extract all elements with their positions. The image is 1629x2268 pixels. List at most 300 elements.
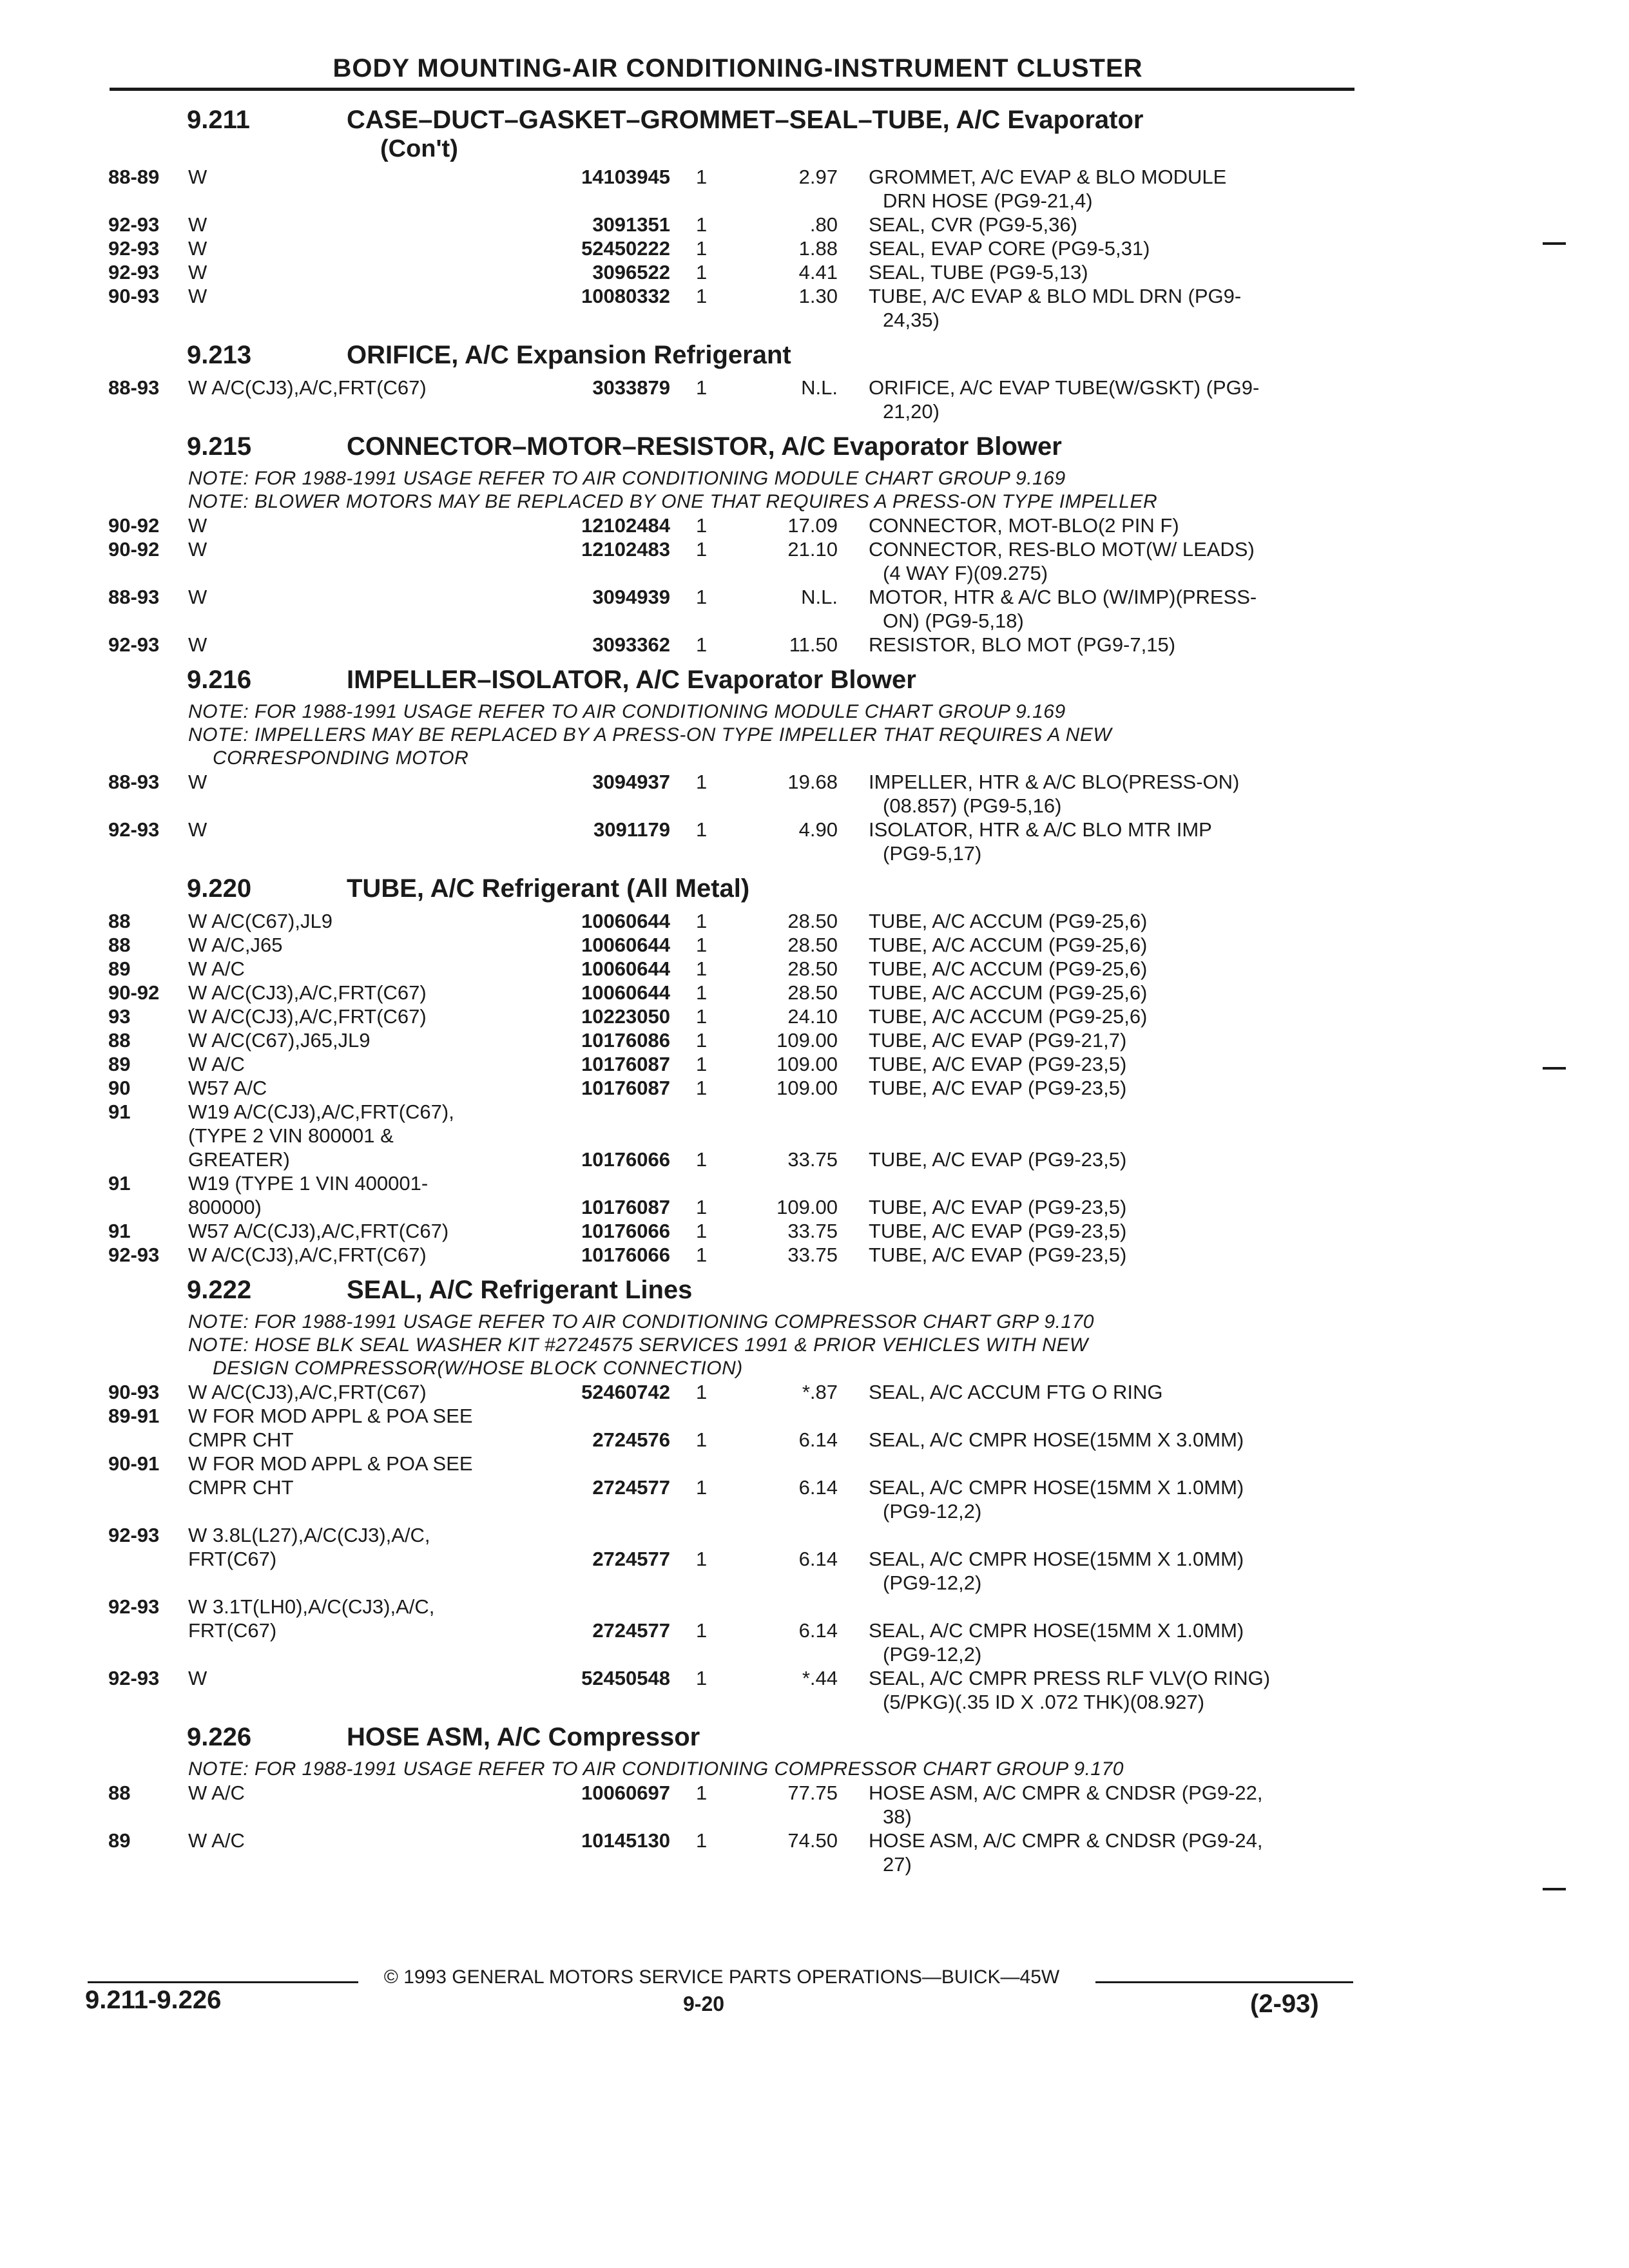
description-line: (PG9-12,2) — [883, 1571, 982, 1594]
section-heading — [0, 337, 1629, 376]
description-line: TUBE, A/C EVAP (PG9-23,5) — [869, 1053, 1127, 1075]
description-line: TUBE, A/C EVAP (PG9-23,5) — [869, 1244, 1127, 1266]
part-row — [0, 770, 1629, 818]
margin-tick-mark — [1543, 1888, 1566, 1890]
model-years: 90-92 — [108, 514, 160, 537]
usage-line: W A/C(CJ3),A/C,FRT(C67) — [188, 981, 427, 1004]
section-note: NOTE: FOR 1988-1991 USAGE REFER TO AIR CONDITIONING MODULE CHART GROUP 9.169 — [188, 468, 1066, 489]
description-line: (5/PKG)(.35 ID X .072 THK)(08.927) — [883, 1691, 1205, 1713]
part-number: 10223050 — [581, 1005, 670, 1028]
part-row — [0, 1004, 1629, 1028]
section-title: SEAL, A/C Refrigerant Lines — [347, 1276, 693, 1304]
usage-line: W A/C — [188, 957, 245, 980]
section-title: ORIFICE, A/C Expansion Refrigerant — [347, 341, 791, 369]
part-description — [869, 537, 1342, 585]
quantity: 1 — [696, 514, 708, 537]
usage-code — [188, 1052, 530, 1076]
model-years: 92-93 — [108, 1595, 160, 1618]
description-line: TUBE, A/C ACCUM (PG9-25,6) — [869, 957, 1148, 980]
catalog-section — [0, 1719, 1629, 1876]
list-price: 1.30 — [798, 285, 838, 307]
model-years: 88 — [108, 910, 131, 932]
part-description — [869, 933, 1342, 957]
part-number: 12102484 — [581, 514, 670, 537]
quantity: 1 — [696, 1667, 708, 1689]
sections-container — [0, 102, 1629, 1881]
quantity: 1 — [696, 1428, 708, 1451]
part-description — [869, 981, 1342, 1004]
description-line: CONNECTOR, MOT-BLO(2 PIN F) — [869, 514, 1179, 537]
part-number: 3096522 — [592, 261, 670, 284]
quantity: 1 — [696, 1196, 708, 1218]
part-description — [869, 818, 1342, 865]
part-description — [869, 1052, 1342, 1076]
quantity: 1 — [696, 376, 708, 399]
description-line: TUBE, A/C ACCUM (PG9-25,6) — [869, 981, 1148, 1004]
usage-code — [188, 1666, 530, 1690]
usage-code — [188, 1219, 530, 1243]
list-price: 109.00 — [776, 1196, 838, 1218]
list-price: 21.10 — [787, 538, 838, 561]
description-line: SEAL, A/C CMPR HOSE(15MM X 1.0MM) — [869, 1619, 1244, 1642]
description-line: TUBE, A/C EVAP & BLO MDL DRN (PG9- — [869, 285, 1242, 307]
description-line: RESISTOR, BLO MOT (PG9-7,15) — [869, 633, 1176, 656]
list-price: 74.50 — [787, 1829, 838, 1852]
part-number: 10060697 — [581, 1782, 670, 1804]
footer-rule-left — [88, 1981, 358, 1983]
catalog-section — [0, 662, 1629, 865]
list-price: 6.14 — [798, 1619, 838, 1642]
usage-line: W A/C(CJ3),A/C,FRT(C67) — [188, 1244, 427, 1266]
description-line: CONNECTOR, RES-BLO MOT(W/ LEADS) — [869, 538, 1255, 561]
usage-line: W — [188, 771, 207, 793]
quantity: 1 — [696, 934, 708, 956]
catalog-section — [0, 1272, 1629, 1714]
part-description — [869, 1380, 1342, 1404]
part-row — [0, 818, 1629, 865]
part-description — [869, 909, 1342, 933]
section-number: 9.226 — [187, 1723, 252, 1751]
model-years: 88-93 — [108, 771, 160, 793]
quantity: 1 — [696, 1782, 708, 1804]
part-description — [869, 1619, 1342, 1666]
part-number: 3094939 — [592, 586, 670, 608]
usage-line: W — [188, 538, 207, 561]
usage-line: W — [188, 818, 207, 841]
usage-code — [188, 165, 530, 189]
usage-line: GREATER) — [188, 1148, 290, 1171]
list-price: *.44 — [802, 1667, 838, 1689]
model-years: 88 — [108, 1782, 131, 1804]
part-number: 10080332 — [581, 285, 670, 307]
description-line: 27) — [883, 1853, 912, 1876]
model-years: 90-92 — [108, 538, 160, 561]
part-description — [869, 1148, 1342, 1171]
part-row — [0, 165, 1629, 213]
part-description — [869, 165, 1342, 213]
description-line: TUBE, A/C ACCUM (PG9-25,6) — [869, 934, 1148, 956]
part-row — [0, 933, 1629, 957]
part-number: 10176087 — [581, 1196, 670, 1218]
list-price: 33.75 — [787, 1148, 838, 1171]
list-price: 109.00 — [776, 1077, 838, 1099]
part-description — [869, 236, 1342, 260]
section-number: 9.220 — [187, 874, 252, 903]
description-line: SEAL, A/C CMPR HOSE(15MM X 1.0MM) — [869, 1476, 1244, 1499]
quantity: 1 — [696, 1005, 708, 1028]
list-price: 2.97 — [798, 166, 838, 188]
usage-line: W57 A/C — [188, 1077, 267, 1099]
catalog-section — [0, 870, 1629, 1267]
quantity: 1 — [696, 633, 708, 656]
description-line: TUBE, A/C EVAP (PG9-23,5) — [869, 1148, 1127, 1171]
list-price: 6.14 — [798, 1548, 838, 1570]
footer-group-range: 9.211-9.226 — [85, 1986, 222, 2014]
description-line: (PG9-5,17) — [883, 842, 982, 865]
part-row — [0, 236, 1629, 260]
quantity: 1 — [696, 166, 708, 188]
list-price: N.L. — [801, 376, 838, 399]
part-number: 52460742 — [581, 1381, 670, 1403]
part-row — [0, 1171, 1629, 1219]
footer-copyright: © 1993 GENERAL MOTORS SERVICE PARTS OPERATIONS—BUICK—45W — [383, 1966, 1060, 1988]
quantity: 1 — [696, 981, 708, 1004]
usage-line: W A/C(CJ3),A/C,FRT(C67) — [188, 1381, 427, 1403]
part-description — [869, 633, 1342, 657]
usage-code — [188, 1452, 530, 1499]
description-line: (PG9-12,2) — [883, 1500, 982, 1523]
part-number: 3033879 — [592, 376, 670, 399]
section-note: NOTE: FOR 1988-1991 USAGE REFER TO AIR CONDITIONING COMPRESSOR CHART GRP 9.170 — [188, 1311, 1094, 1332]
usage-line: W19 A/C(CJ3),A/C,FRT(C67), — [188, 1100, 454, 1123]
list-price: 28.50 — [787, 934, 838, 956]
usage-code — [188, 1523, 530, 1571]
model-years: 88-93 — [108, 586, 160, 608]
model-years: 89-91 — [108, 1405, 160, 1427]
part-row — [0, 260, 1629, 284]
part-row — [0, 1380, 1629, 1404]
part-number: 10176087 — [581, 1077, 670, 1099]
part-row — [0, 376, 1629, 423]
usage-code — [188, 1781, 530, 1805]
part-number: 52450548 — [581, 1667, 670, 1689]
part-number: 3094937 — [592, 771, 670, 793]
usage-code — [188, 537, 530, 561]
section-number: 9.222 — [187, 1276, 252, 1304]
list-price: 17.09 — [787, 514, 838, 537]
quantity: 1 — [696, 1244, 708, 1266]
usage-line: W A/C,J65 — [188, 934, 283, 956]
quantity: 1 — [696, 213, 708, 236]
usage-code — [188, 236, 530, 260]
part-description — [869, 1219, 1342, 1243]
description-line: 38) — [883, 1805, 912, 1828]
section-heading — [0, 428, 1629, 467]
part-number: 10060644 — [581, 910, 670, 932]
usage-line: W A/C — [188, 1782, 245, 1804]
model-years: 88 — [108, 1029, 131, 1052]
model-years: 92-93 — [108, 237, 160, 260]
parts-list — [0, 1781, 1629, 1876]
section-heading — [0, 662, 1629, 700]
description-line: (08.857) (PG9-5,16) — [883, 794, 1062, 817]
part-row — [0, 1028, 1629, 1052]
quantity: 1 — [696, 1220, 708, 1242]
usage-code — [188, 1004, 530, 1028]
usage-line: W 3.8L(L27),A/C(CJ3),A/C, — [188, 1524, 430, 1546]
description-line: TUBE, A/C EVAP (PG9-23,5) — [869, 1077, 1127, 1099]
part-description — [869, 1547, 1342, 1595]
part-row — [0, 1100, 1629, 1171]
model-years: 88-93 — [108, 376, 160, 399]
quantity: 1 — [696, 1548, 708, 1570]
model-years: 88 — [108, 934, 131, 956]
part-number: 2724576 — [592, 1428, 670, 1451]
part-number: 52450222 — [581, 237, 670, 260]
quantity: 1 — [696, 1077, 708, 1099]
usage-code — [188, 376, 530, 399]
usage-line: W A/C — [188, 1829, 245, 1852]
model-years: 92-93 — [108, 633, 160, 656]
usage-code — [188, 957, 530, 981]
usage-line: W — [188, 213, 207, 236]
model-years: 90-91 — [108, 1452, 160, 1475]
part-description — [869, 260, 1342, 284]
margin-tick-mark — [1543, 242, 1566, 245]
description-line: SEAL, A/C ACCUM FTG O RING — [869, 1381, 1163, 1403]
description-line: GROMMET, A/C EVAP & BLO MODULE — [869, 166, 1227, 188]
section-title: IMPELLER–ISOLATOR, A/C Evaporator Blower — [347, 666, 916, 694]
section-heading — [0, 102, 1629, 140]
section-title: CONNECTOR–MOTOR–RESISTOR, A/C Evaporator Blower — [347, 432, 1062, 461]
usage-code — [188, 1028, 530, 1052]
part-number: 10176066 — [581, 1244, 670, 1266]
part-row — [0, 537, 1629, 585]
part-number: 14103945 — [581, 166, 670, 188]
model-years: 91 — [108, 1220, 131, 1242]
list-price: 19.68 — [787, 771, 838, 793]
usage-line: W — [188, 514, 207, 537]
quantity: 1 — [696, 1053, 708, 1075]
quantity: 1 — [696, 261, 708, 284]
section-title: HOSE ASM, A/C Compressor — [347, 1723, 700, 1751]
part-description — [869, 1195, 1342, 1219]
part-description — [869, 376, 1342, 423]
description-line: HOSE ASM, A/C CMPR & CNDSR (PG9-24, — [869, 1829, 1263, 1852]
usage-line: (TYPE 2 VIN 800001 & — [188, 1124, 394, 1147]
part-row — [0, 213, 1629, 236]
model-years: 88-89 — [108, 166, 160, 188]
part-number: 10176066 — [581, 1220, 670, 1242]
usage-code — [188, 770, 530, 794]
description-line: TUBE, A/C EVAP (PG9-21,7) — [869, 1029, 1127, 1052]
list-price: 28.50 — [787, 910, 838, 932]
quantity: 1 — [696, 957, 708, 980]
section-number: 9.216 — [187, 666, 252, 694]
usage-code — [188, 1171, 530, 1219]
list-price: 11.50 — [789, 633, 838, 656]
part-number: 10176087 — [581, 1053, 670, 1075]
quantity: 1 — [696, 1029, 708, 1052]
quantity: 1 — [696, 1381, 708, 1403]
list-price: 4.90 — [798, 818, 838, 841]
model-years: 92-93 — [108, 261, 160, 284]
part-description — [869, 1028, 1342, 1052]
usage-code — [188, 1076, 530, 1100]
part-number: 10145130 — [581, 1829, 670, 1852]
part-description — [869, 1428, 1342, 1452]
section-continued-label: (Con't) — [380, 135, 458, 162]
usage-line: W57 A/C(CJ3),A/C,FRT(C67) — [188, 1220, 449, 1242]
part-row — [0, 585, 1629, 633]
section-note: NOTE: FOR 1988-1991 USAGE REFER TO AIR CONDITIONING COMPRESSOR CHART GROUP 9.170 — [188, 1758, 1124, 1780]
part-row — [0, 909, 1629, 933]
part-row — [0, 1219, 1629, 1243]
margin-tick-mark — [1543, 1067, 1566, 1070]
usage-line: W A/C(C67),J65,JL9 — [188, 1029, 371, 1052]
part-number: 3093362 — [592, 633, 670, 656]
section-heading — [0, 1272, 1629, 1311]
model-years: 90-92 — [108, 981, 160, 1004]
part-number: 2724577 — [592, 1548, 670, 1570]
description-line: SEAL, CVR (PG9-5,36) — [869, 213, 1077, 236]
section-title: CASE–DUCT–GASKET–GROMMET–SEAL–TUBE, A/C Evaporator — [347, 106, 1144, 134]
section-number: 9.211 — [187, 106, 250, 134]
quantity: 1 — [696, 1148, 708, 1171]
list-price: 28.50 — [787, 957, 838, 980]
usage-code — [188, 909, 530, 933]
parts-list — [0, 165, 1629, 332]
usage-code — [188, 514, 530, 537]
quantity: 1 — [696, 818, 708, 841]
usage-code — [188, 213, 530, 236]
description-line: (PG9-12,2) — [883, 1643, 982, 1666]
parts-list — [0, 770, 1629, 865]
description-line: 24,35) — [883, 309, 940, 331]
list-price: 109.00 — [776, 1029, 838, 1052]
description-line: ON) (PG9-5,18) — [883, 610, 1024, 632]
parts-list — [0, 909, 1629, 1267]
usage-code — [188, 260, 530, 284]
usage-code — [188, 1404, 530, 1452]
description-line: TUBE, A/C EVAP (PG9-23,5) — [869, 1220, 1127, 1242]
usage-line: W — [188, 633, 207, 656]
usage-line: W — [188, 586, 207, 608]
part-row — [0, 1076, 1629, 1100]
usage-line: W — [188, 237, 207, 260]
section-note: NOTE: HOSE BLK SEAL WASHER KIT #2724575 SERVICES 1991 & PRIOR VEHICLES WITH NEW — [188, 1334, 1088, 1356]
part-description — [869, 213, 1342, 236]
quantity: 1 — [696, 910, 708, 932]
usage-code — [188, 1380, 530, 1404]
parts-list — [0, 376, 1629, 423]
catalog-section — [0, 102, 1629, 332]
part-row — [0, 1243, 1629, 1267]
model-years: 92-93 — [108, 818, 160, 841]
part-number: 3091179 — [593, 818, 670, 841]
header-rule — [110, 88, 1354, 91]
catalog-section — [0, 337, 1629, 423]
model-years: 90-93 — [108, 1381, 160, 1403]
part-row — [0, 1829, 1629, 1876]
part-number: 10060644 — [581, 981, 670, 1004]
usage-line: W — [188, 261, 207, 284]
section-note: NOTE: IMPELLERS MAY BE REPLACED BY A PRESS-ON TYPE IMPELLER THAT REQUIRES A NEW — [188, 724, 1112, 745]
list-price: *.87 — [802, 1381, 838, 1403]
part-number: 2724577 — [592, 1619, 670, 1642]
model-years: 90 — [108, 1077, 131, 1099]
usage-line: W A/C — [188, 1053, 245, 1075]
part-description — [869, 1004, 1342, 1028]
quantity: 1 — [696, 1829, 708, 1852]
section-heading — [0, 1719, 1629, 1758]
quantity: 1 — [696, 285, 708, 307]
quantity: 1 — [696, 771, 708, 793]
part-number: 12102483 — [581, 538, 670, 561]
description-line: SEAL, TUBE (PG9-5,13) — [869, 261, 1088, 284]
description-line: ISOLATOR, HTR & A/C BLO MTR IMP — [869, 818, 1212, 841]
catalog-section — [0, 428, 1629, 657]
description-line: TUBE, A/C ACCUM (PG9-25,6) — [869, 910, 1148, 932]
part-row — [0, 1052, 1629, 1076]
usage-line: 800000) — [188, 1196, 262, 1218]
part-row — [0, 1523, 1629, 1595]
description-line: SEAL, A/C CMPR PRESS RLF VLV(O RING) — [869, 1667, 1271, 1689]
usage-code — [188, 633, 530, 657]
description-line: SEAL, EVAP CORE (PG9-5,31) — [869, 237, 1150, 260]
list-price: 33.75 — [787, 1220, 838, 1242]
page-header: BODY MOUNTING-AIR CONDITIONING-INSTRUMENT CLUSTER — [333, 54, 1143, 82]
part-description — [869, 1829, 1342, 1876]
list-price: 28.50 — [787, 981, 838, 1004]
usage-line: W FOR MOD APPL & POA SEE — [188, 1405, 473, 1427]
model-years: 89 — [108, 1053, 131, 1075]
usage-line: W19 (TYPE 1 VIN 400001- — [188, 1172, 429, 1195]
description-line: TUBE, A/C EVAP (PG9-23,5) — [869, 1196, 1127, 1218]
usage-line: CMPR CHT — [188, 1476, 294, 1499]
section-heading — [0, 870, 1629, 909]
usage-line: W A/C(C67),JL9 — [188, 910, 333, 932]
list-price: 4.41 — [798, 261, 838, 284]
usage-line: CMPR CHT — [188, 1428, 294, 1451]
usage-code — [188, 1100, 530, 1171]
footer-revision: (2-93) — [1250, 1990, 1319, 2018]
model-years: 92-93 — [108, 1244, 160, 1266]
section-note: CORRESPONDING MOTOR — [213, 747, 469, 769]
part-row — [0, 633, 1629, 657]
part-number: 10176086 — [581, 1029, 670, 1052]
section-title: TUBE, A/C Refrigerant (All Metal) — [347, 874, 750, 903]
model-years: 92-93 — [108, 1524, 160, 1546]
usage-line: W 3.1T(LH0),A/C(CJ3),A/C, — [188, 1595, 435, 1618]
list-price: .80 — [809, 213, 838, 236]
usage-line: W — [188, 166, 207, 188]
quantity: 1 — [696, 1476, 708, 1499]
part-row — [0, 1666, 1629, 1714]
part-number: 2724577 — [592, 1476, 670, 1499]
model-years: 89 — [108, 1829, 131, 1852]
part-description — [869, 1243, 1342, 1267]
part-description — [869, 770, 1342, 818]
part-number: 3091351 — [592, 213, 670, 236]
description-line: TUBE, A/C ACCUM (PG9-25,6) — [869, 1005, 1148, 1028]
part-row — [0, 284, 1629, 332]
model-years: 89 — [108, 957, 131, 980]
part-row — [0, 1595, 1629, 1666]
part-description — [869, 1076, 1342, 1100]
usage-line: W A/C(CJ3),A/C,FRT(C67) — [188, 1005, 427, 1028]
footer-page-number: 9-20 — [683, 1992, 725, 2015]
